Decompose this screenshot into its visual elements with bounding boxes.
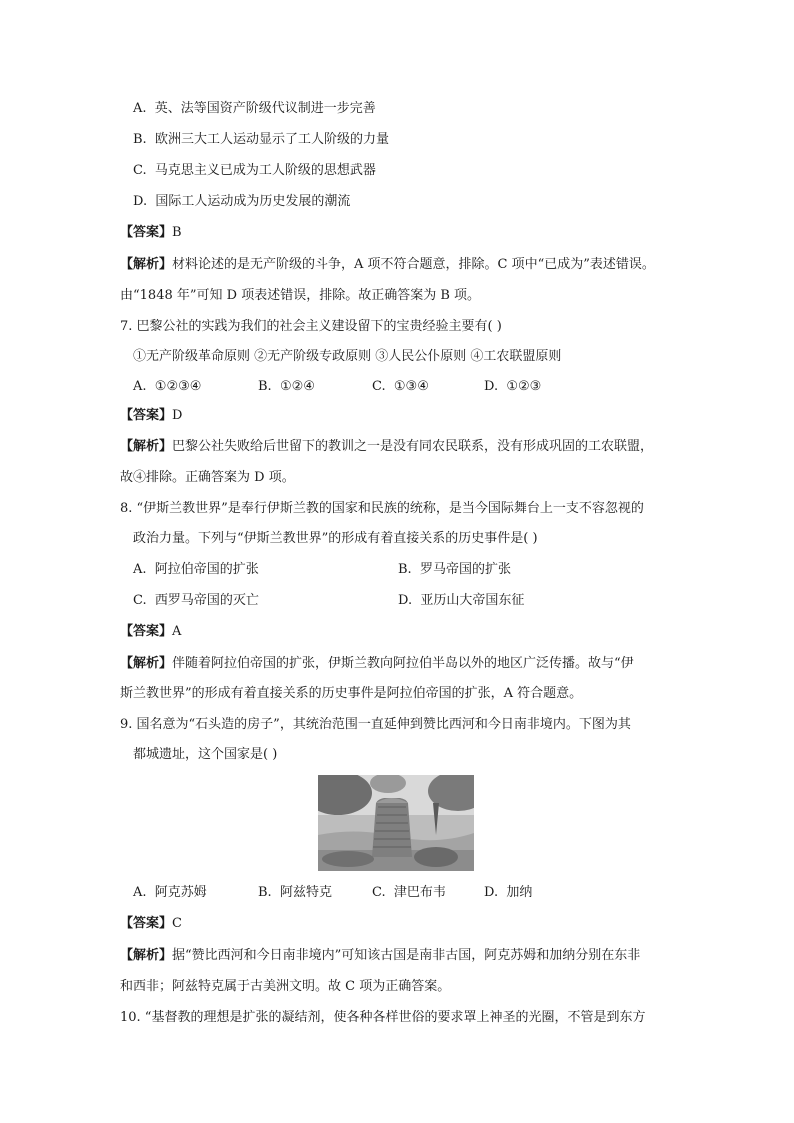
q8-option-c: C. 西罗马帝国的灭亡 <box>133 593 259 608</box>
q7-option-a: A. ①②③④ <box>133 379 202 394</box>
q7-answer: 【答案】D <box>120 408 183 423</box>
q10-stem-line1: 10. “基督教的理想是扩张的凝结剂，使各种各样世俗的要求罩上神圣的光圈，不管是到东方 <box>120 1010 646 1025</box>
q8-stem-line2: 政治力量。下列与“伊斯兰教世界”的形成有着直接关系的历史事件是( ) <box>133 531 538 546</box>
q7-option-c: C. ①③④ <box>372 379 429 394</box>
q7-option-b: B. ①②④ <box>258 379 315 394</box>
q6-answer: 【答案】B <box>120 225 182 240</box>
q6-option-b: B. 欧洲三大工人运动显示了工人阶级的力量 <box>133 132 389 147</box>
q9-answer: 【答案】C <box>120 916 182 931</box>
q9-analysis-line2: 和西非；阿兹特克属于古美洲文明。故 C 项为正确答案。 <box>120 979 451 994</box>
q8-analysis-line1: 【解析】伴随着阿拉伯帝国的扩张，伊斯兰教向阿拉伯半岛以外的地区广泛传播。故与“伊 <box>120 656 634 671</box>
q8-option-d: D. 亚历山大帝国东征 <box>398 593 525 608</box>
stone-tower-ruins-illustration <box>318 775 474 871</box>
q8-option-a: A. 阿拉伯帝国的扩张 <box>133 562 259 577</box>
q9-option-d: D. 加纳 <box>484 885 533 900</box>
q6-analysis-line1: 【解析】材料论述的是无产阶级的斗争，A 项不符合题意，排除。C 项中“已成为”表述错误。 <box>120 257 655 272</box>
q7-analysis-line2: 故④排除。正确答案为 D 项。 <box>120 470 295 485</box>
q6-option-a: A. 英、法等国资产阶级代议制进一步完善 <box>133 101 376 116</box>
q8-analysis-line2: 斯兰教世界”的形成有着直接关系的历史事件是阿拉伯帝国的扩张，A 符合题意。 <box>120 686 583 701</box>
q8-answer: 【答案】A <box>120 624 182 639</box>
q7-option-d: D. ①②③ <box>484 379 542 394</box>
q8-option-b: B. 罗马帝国的扩张 <box>398 562 511 577</box>
q9-stem-line2: 都城遗址，这个国家是( ) <box>133 747 278 762</box>
ruins-photo <box>318 775 474 871</box>
q9-stem-line1: 9. 国名意为“石头造的房子”，其统治范围一直延伸到赞比西河和今日南非境内。下图为其 <box>120 717 631 732</box>
q8-stem-line1: 8. “伊斯兰教世界”是奉行伊斯兰教的国家和民族的统称，是当今国际舞台上一支不容忽视的 <box>120 501 644 516</box>
q9-option-b: B. 阿兹特克 <box>258 885 332 900</box>
q7-stem: 7. 巴黎公社的实践为我们的社会主义建设留下的宝贵经验主要有( ) <box>120 319 502 334</box>
q9-option-a: A. 阿克苏姆 <box>133 885 207 900</box>
q9-option-c: C. 津巴布韦 <box>372 885 446 900</box>
q6-option-d: D. 国际工人运动成为历史发展的潮流 <box>133 194 351 209</box>
q9-analysis-line1: 【解析】据“赞比西河和今日南非境内”可知该古国是南非古国，阿克苏姆和加纳分别在东非 <box>120 948 641 963</box>
q6-option-c: C. 马克思主义已成为工人阶级的思想武器 <box>133 163 376 178</box>
q7-items: ①无产阶级革命原则 ②无产阶级专政原则 ③人民公仆原则 ④工农联盟原则 <box>133 349 562 364</box>
q7-analysis-line1: 【解析】巴黎公社失败给后世留下的教训之一是没有同农民联系，没有形成巩固的工农联盟， <box>120 439 654 454</box>
q6-analysis-line2: 由“1848 年”可知 D 项表述错误，排除。故正确答案为 B 项。 <box>120 288 481 303</box>
